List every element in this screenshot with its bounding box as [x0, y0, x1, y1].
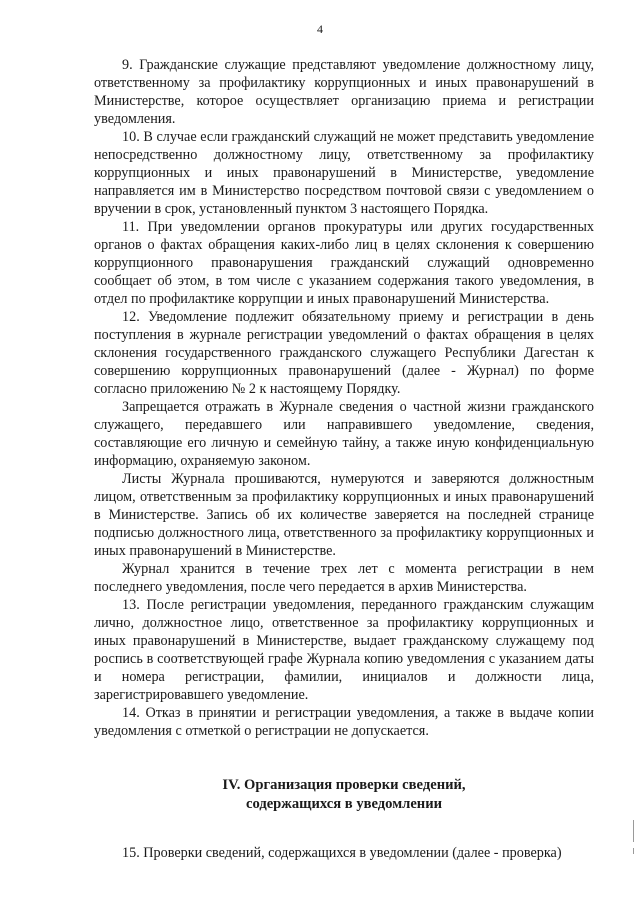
- scan-edge-mark-small: [633, 848, 634, 854]
- section-heading: [94, 776, 594, 814]
- paragraph-journal-sheets: Листы Журнала прошиваются, нумеруются и заверяются должностным лицом, ответственным за профилактику коррупционных и иных правонарушений в Министерстве. Запись об их количестве заверяется на последней странице подписью должностного лица, ответственного за профилактику коррупционных и иных правонарушений в Министерстве.: [94, 471, 594, 559]
- paragraph-12: 12. Уведомление подлежит обязательному приему и регистрации в день поступления в журнале регистрации уведомлений о фактах обращения в целях склонения государственного гражданского служащего Республики Дагестан к совершению коррупционных правонарушений (далее - Журнал) по форме согласно приложению № 2 к настоящему Порядку.: [94, 309, 594, 397]
- paragraph-14: 14. Отказ в принятии и регистрации уведомления, а также в выдаче копии уведомления с отметкой о регистрации не допускается.: [94, 705, 594, 739]
- paragraph-13: 13. После регистрации уведомления, переданного гражданским служащим лично, должностное лицо, ответственное за профилактику коррупционных и иных правонарушений в Министерстве, выдает гражданскому служащему под роспись в соответствующей графе Журнала копию уведомления с указанием даты и номера регистрации, фамилии, инициалов и должности лица, зарегистрировавшего уведомление.: [94, 597, 594, 703]
- paragraph-9: 9. Гражданские служащие представляют уведомление должностному лицу, ответственному за профилактику коррупционных и иных правонарушений в Министерстве, которое осуществляет организацию приема и регистрации уведомления.: [94, 57, 594, 127]
- paragraph-10: 10. В случае если гражданский служащий не может представить уведомление непосредственно должностному лицу, ответственному за профилактику коррупционных и иных правонарушений в Министерстве, уведомление направляется им в Министерство посредством почтовой связи с уведомлением о вручении в срок, установленный пунктом 3 настоящего Порядка.: [94, 129, 594, 217]
- paragraph-11: 11. При уведомлении органов прокуратуры или других государственных органов о фактах обращения каких-либо лиц в целях склонения к совершению коррупционного правонарушения гражданский служащий одновременно сообщает об этом, в том числе с указанием содержания такого уведомления, в отдел по профилактике коррупции и иных правонарушений Министерства.: [94, 219, 594, 307]
- paragraph-journal-privacy: Запрещается отражать в Журнале сведения о частной жизни гражданского служащего, передавшего или направившего уведомление, сведения, составляющие его личную и семейную тайну, а также иную конфиденциальную информацию, охраняемую законом.: [94, 399, 594, 469]
- scan-edge-mark: [633, 820, 634, 842]
- section-heading-line-1: IV. Организация проверки сведений,: [222, 777, 466, 793]
- paragraph-journal-storage: Журнал хранится в течение трех лет с момента регистрации в нем последнего уведомления, после чего передается в архив Министерства.: [94, 561, 594, 595]
- paragraph-15: 15. Проверки сведений, содержащихся в уведомлении (далее - проверка): [122, 845, 562, 861]
- page-number: 4: [317, 22, 323, 36]
- document-body: [94, 56, 594, 862]
- section-heading-line-2: содержащихся в уведомлении: [245, 796, 443, 812]
